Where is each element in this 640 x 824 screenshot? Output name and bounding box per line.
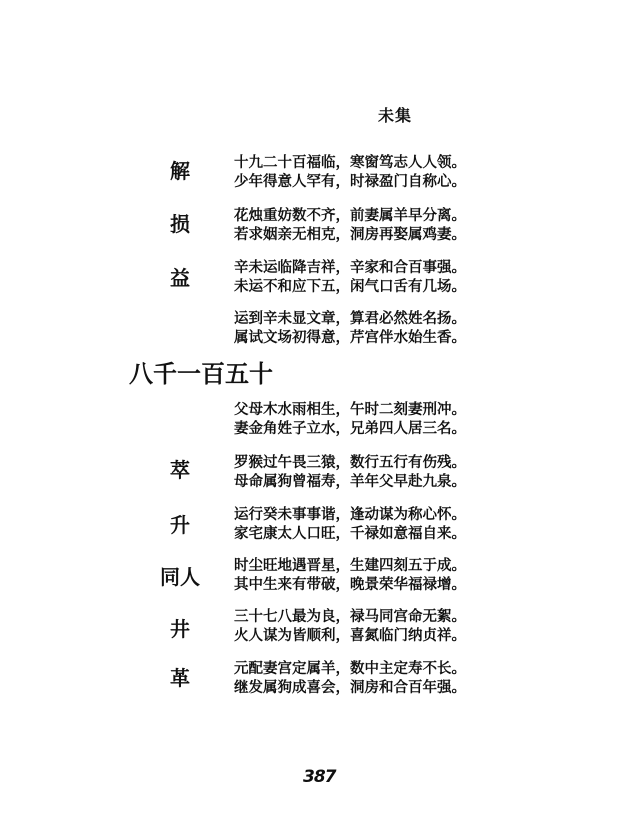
verse-block (234, 206, 614, 244)
verse-block (234, 153, 614, 191)
verse-line-1: 父母木水雨相生，午时二刻妻刑冲。 (234, 401, 466, 418)
hexagram-label-yi: 益 (170, 266, 190, 290)
section-heading: 八千一百五十 (129, 359, 273, 388)
verse-line-1: 十九二十百福临，寒窗笃志人人领。 (234, 154, 466, 171)
verse-block (234, 258, 614, 296)
hexagram-label-jing: 井 (170, 617, 190, 641)
verse-block (234, 453, 614, 491)
verse-line-1: 三十七八最为良，禄马同宫命无絮。 (234, 608, 466, 625)
verse-line-2: 其中生来有带破，晚景荣华福禄增。 (234, 576, 466, 593)
verse-line-1: 运到辛未显文章，算君必然姓名扬。 (234, 310, 466, 327)
verse-line-1: 罗猴过午畏三猿，数行五行有伤残。 (234, 454, 466, 471)
page-number: 387 (303, 767, 336, 787)
verse-line-1: 花烛重妨数不齐，前妻属羊早分离。 (234, 207, 466, 224)
page-header-title: 未集 (378, 106, 413, 125)
verse-line-2: 火人谋为皆顺利，喜氮临门纳贞祥。 (234, 627, 466, 644)
hexagram-label-sun: 损 (170, 212, 190, 236)
hexagram-label-jie: 解 (170, 159, 190, 183)
verse-line-1: 辛未运临降吉祥，辛家和合百事强。 (234, 259, 466, 276)
verse-line-2: 继发属狗成喜会，洞房和合百年强。 (234, 679, 466, 696)
verse-line-2: 妻金角姓子立水，兄弟四人居三名。 (234, 420, 466, 437)
verse-line-2: 家宅康太人口旺，千禄如意福自来。 (234, 525, 466, 542)
hexagram-label-tongren: 同人 (160, 565, 200, 589)
verse-line-1: 时尘旺地遇晋星，生建四刻五于成。 (234, 557, 466, 574)
verse-block (234, 309, 614, 347)
verse-line-1: 运行癸未事事谐，逢动谋为称心怀。 (234, 506, 466, 523)
hexagram-label-cui: 萃 (170, 458, 190, 482)
verse-line-2: 少年得意人罕有，时禄盈门自称心。 (234, 173, 466, 190)
verse-line-2: 属试文场初得意，芹宫伴水始生香。 (234, 329, 466, 346)
verse-block (234, 556, 614, 594)
verse-line-2: 若求姻亲无相克，洞房再娶属鸡妻。 (234, 226, 466, 243)
verse-block (234, 607, 614, 645)
hexagram-label-ge: 革 (170, 666, 190, 690)
verse-line-2: 未运不和应下五，闲气口舌有几场。 (234, 278, 466, 295)
hexagram-label-sheng: 升 (170, 513, 190, 537)
verse-line-1: 元配妻宫定属羊，数中主定寿不长。 (234, 660, 466, 677)
verse-line-2: 母命属狗曾福寿，羊年父早赴九泉。 (234, 473, 466, 490)
verse-block (234, 400, 614, 438)
verse-block (234, 659, 614, 697)
verse-block (234, 505, 614, 543)
